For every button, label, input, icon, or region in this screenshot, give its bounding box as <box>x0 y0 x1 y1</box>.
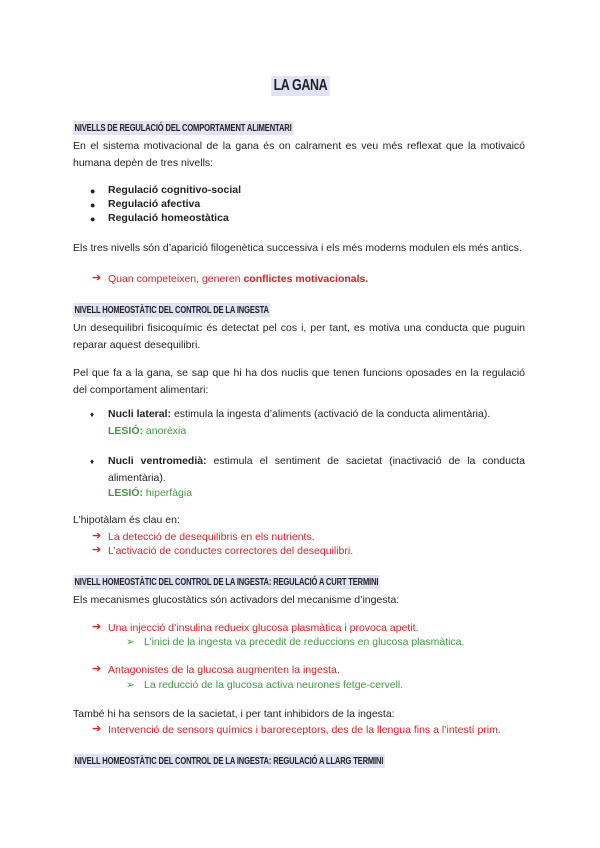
s3-a2: Antagonistes de la glucosa augmenten la ingesta. <box>108 664 340 676</box>
s2-hipotalam: L’hipotàlam és clau en: <box>73 514 180 526</box>
s3-sensors: També hi ha sensors de la sacietat, i per tant inhibidors de la ingesta: <box>73 708 395 720</box>
s2-nucli-ventromedia <box>108 453 525 487</box>
pointer-icon: ➢ <box>126 679 135 691</box>
arrow-icon: ➔ <box>92 723 102 735</box>
s1-arrow-line <box>108 271 368 288</box>
nucli-lateral-label: Nucli lateral: <box>108 408 172 420</box>
s2-hipo-a: La detecció de desequilibris en els nutrients. <box>108 531 315 543</box>
s3-sensors-a: Intervenció de sensors químics i baroreceptors, des de la llengua fins a l’intestí prim. <box>108 724 501 736</box>
diamond-bullet-icon: ♦ <box>90 457 95 466</box>
s1-bullet-2: Regulació afectiva <box>108 198 201 210</box>
arrow-icon: ➔ <box>92 272 102 284</box>
nucli-ventromedia-label: Nucli ventromedià: <box>108 455 207 467</box>
heading-nivells-regulacio: NIVELLS DE REGULACIÓ DEL COMPORTAMENT ALIMENTARI <box>74 122 292 134</box>
pointer-icon: ➢ <box>126 636 135 648</box>
s3-a1-sub: L’inici de la ingesta va precedit de reduccions en glucosa plasmàtica. <box>144 636 465 648</box>
heading-curt-termini: NIVELL HOMEOSTÀTIC DEL CONTROL DE LA INGESTA: REGULACIÓ A CURT TERMINI <box>74 576 379 588</box>
s1-bullet-3: Regulació homeostàtica <box>108 212 229 224</box>
lesio-label: LESIÓ: <box>108 425 144 437</box>
s2-lesio-2 <box>108 485 192 502</box>
s3-a1: Una injecció d’insulina redueix glucosa plasmàtica i provoca apetit. <box>108 622 419 634</box>
arrow-icon: ➔ <box>92 530 102 542</box>
s1-bullet-1: Regulació cognitivo-social <box>108 184 242 196</box>
s3-a2-sub: La reducció de la glucosa activa neurones fetge-cervell. <box>144 679 404 691</box>
s2-para1: Un desequilibri fisicoquímic és detectat pel cos i, per tant, es motiva una conducta que puguin reparar aquest desequilibri. <box>73 322 525 351</box>
lesio-label: LESIÓ: <box>108 487 144 499</box>
s1-intro: En el sistema motivacional de la gana és on calrament es veu més reflexat que la motivaicó humana depèn de tres nivells: <box>73 140 525 169</box>
s1-arrow-text: Quan competeixen, generen <box>108 273 244 285</box>
bullet-icon: ● <box>90 200 96 210</box>
lesio-effect: hiperfàgia <box>143 487 193 499</box>
diamond-bullet-icon: ♦ <box>90 410 95 419</box>
nucli-lateral-text: estimula la ingesta d’aliments (activació de la conducta alimentària). <box>171 408 491 420</box>
bullet-icon: ● <box>90 186 96 196</box>
s3-intro: Els mecanismes glucostàtics són activadors del mecanisme d’ingesta: <box>73 594 400 606</box>
s1-para2: Els tres nivells són d’aparició filogenètica successiva i els més moderns modulen els més antics. <box>73 242 522 254</box>
heading-llarg-termini: NIVELL HOMEOSTÀTIC DEL CONTROL DE LA INGESTA: REGULACIÓ A LLARG TERMINI <box>74 755 384 767</box>
s2-hipo-b: L’activació de conductes correctores del desequilibri. <box>108 545 354 557</box>
heading-nivell-homeostatic: NIVELL HOMEOSTÀTIC DEL CONTROL DE LA INGESTA <box>74 304 269 316</box>
bullet-icon: ● <box>90 214 96 224</box>
s2-para2: Pel que fa a la gana, se sap que hi ha dos nuclis que tenen funcions oposades en la regulació del comportament alimentari: <box>73 367 525 396</box>
s2-nucli-lateral <box>108 406 490 423</box>
arrow-icon: ➔ <box>92 663 102 675</box>
lesio-effect: anorèxia <box>143 425 187 437</box>
arrow-icon: ➔ <box>92 621 102 633</box>
document-title-wrap <box>0 76 600 96</box>
document-title: LA GANA <box>271 76 329 96</box>
arrow-icon: ➔ <box>92 544 102 556</box>
nucli-ventromedia-text: estimula el sentiment de sacietat (inactivació de la conducta alimentària). <box>108 455 525 484</box>
s1-arrow-bold: conflictes motivacionals. <box>243 273 369 285</box>
s2-lesio-1 <box>108 423 186 440</box>
